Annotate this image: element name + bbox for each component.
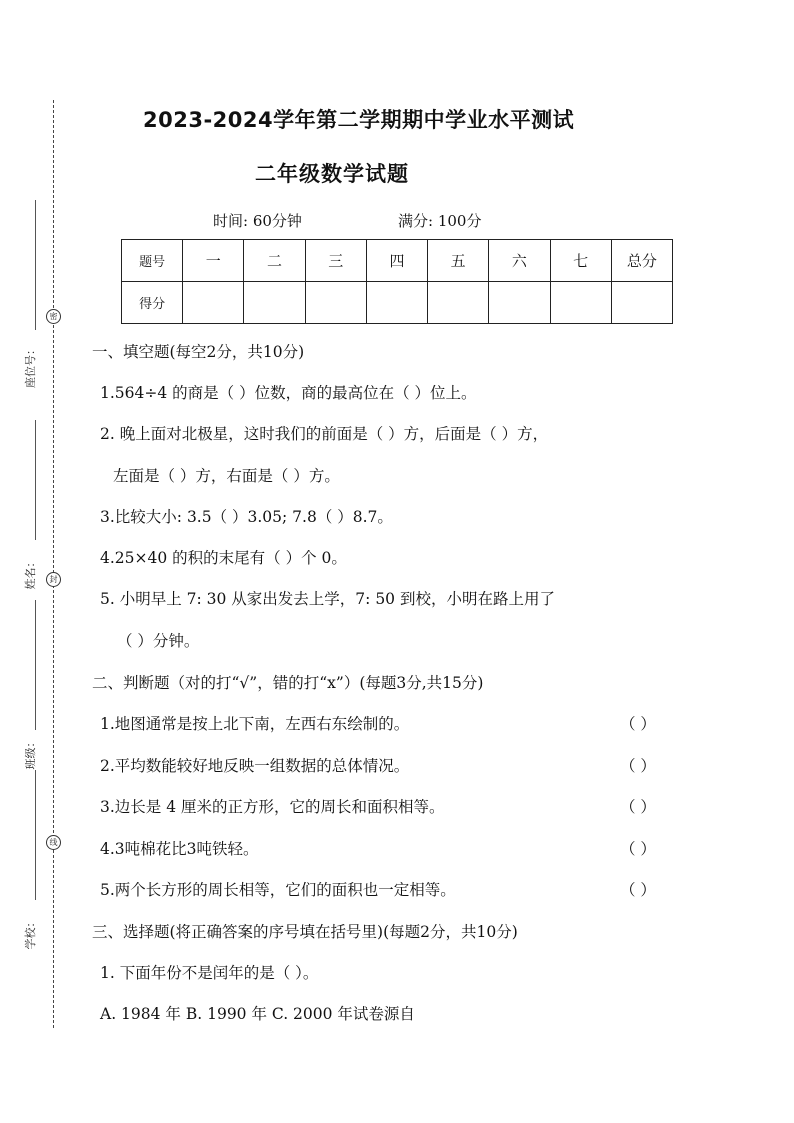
score-cell[interactable]: [611, 282, 672, 324]
judge-question-2: 2.平均数能较好地反映一组数据的总体情况。: [100, 757, 410, 775]
score-cell[interactable]: [428, 282, 489, 324]
score-table-col-3: 三: [305, 240, 366, 282]
score-cell[interactable]: [489, 282, 550, 324]
question-1-4: 4.25×40 的积的末尾有（ ）个 0。: [100, 549, 347, 567]
binding-seal-mark: 线: [46, 835, 61, 850]
choice-question-1-options: A. 1984 年 B. 1990 年 C. 2000 年试卷源自: [100, 1005, 415, 1023]
exam-subtitle: 二年级数学试题: [255, 162, 409, 186]
answer-paren[interactable]: （ ）: [620, 881, 656, 899]
seat-number-rule: [35, 200, 36, 330]
answer-paren[interactable]: （ ）: [620, 798, 656, 816]
score-table-col-4: 四: [366, 240, 427, 282]
score-table-col-2: 二: [244, 240, 305, 282]
name-label: 姓名：: [24, 556, 37, 590]
judge-question-1: 1.地图通常是按上北下南，左西右东绘制的。: [100, 715, 410, 733]
binding-seal-mark: 密: [46, 309, 61, 324]
answer-paren[interactable]: （ ）: [620, 715, 656, 733]
judge-question-5: 5.两个长方形的周长相等，它们的面积也一定相等。: [100, 881, 456, 899]
score-table-header-row: [122, 240, 673, 282]
binding-dashed-line: [53, 100, 54, 1028]
exam-full-score: 满分: 100分: [398, 212, 482, 230]
score-cell[interactable]: [183, 282, 244, 324]
score-table-col-6: 六: [489, 240, 550, 282]
school-label: 学校：: [24, 916, 37, 950]
class-rule: [35, 600, 36, 730]
score-table-score-row: [122, 282, 673, 324]
section-3-heading: 三、选择题(将正确答案的序号填在括号里)(每题2分，共10分): [92, 923, 518, 941]
section-1-heading: 一、填空题(每空2分，共10分): [92, 343, 305, 361]
score-table-col-total: 总分: [611, 240, 672, 282]
binding-seal-mark: 封: [46, 572, 61, 587]
score-table-row-label: 得分: [122, 282, 183, 324]
score-table-col-7: 七: [550, 240, 611, 282]
school-rule: [35, 770, 36, 900]
exam-title: 2023-2024学年第二学期期中学业水平测试: [143, 108, 575, 132]
seat-number-label: 座位号：: [24, 344, 37, 388]
exam-time: 时间: 60分钟: [213, 212, 302, 230]
score-table-col-5: 五: [428, 240, 489, 282]
score-cell[interactable]: [550, 282, 611, 324]
judge-question-4: 4.3吨棉花比3吨铁轻。: [100, 840, 259, 858]
score-table-row-label: 题号: [122, 240, 183, 282]
class-label: 班级：: [24, 736, 37, 770]
judge-question-3: 3.边长是 4 厘米的正方形，它的周长和面积相等。: [100, 798, 445, 816]
score-table: [121, 239, 673, 324]
question-1-5: 5. 小明早上 7: 30 从家出发去上学，7: 50 到校，小明在路上用了: [100, 590, 555, 608]
score-cell[interactable]: [244, 282, 305, 324]
score-table-col-1: 一: [183, 240, 244, 282]
name-rule: [35, 420, 36, 540]
question-1-2: 2. 晚上面对北极星，这时我们的前面是（ ）方，后面是（ ）方，: [100, 425, 549, 443]
score-cell[interactable]: [366, 282, 427, 324]
question-1-2-continued: 左面是（ ）方，右面是（ ）方。: [113, 467, 340, 485]
choice-question-1: 1. 下面年份不是闰年的是（ ）。: [100, 964, 319, 982]
question-1-3: 3.比较大小: 3.5（ ）3.05; 7.8（ ）8.7。: [100, 508, 393, 526]
question-1-1: 1.564÷4 的商是（ ）位数，商的最高位在（ ）位上。: [100, 384, 477, 402]
score-cell[interactable]: [305, 282, 366, 324]
section-2-heading: 二、判断题（对的打“√”，错的打“x”）(每题3分,共15分): [92, 674, 484, 692]
answer-paren[interactable]: （ ）: [620, 840, 656, 858]
question-1-5-continued: （ ）分钟。: [117, 632, 200, 650]
answer-paren[interactable]: （ ）: [620, 757, 656, 775]
